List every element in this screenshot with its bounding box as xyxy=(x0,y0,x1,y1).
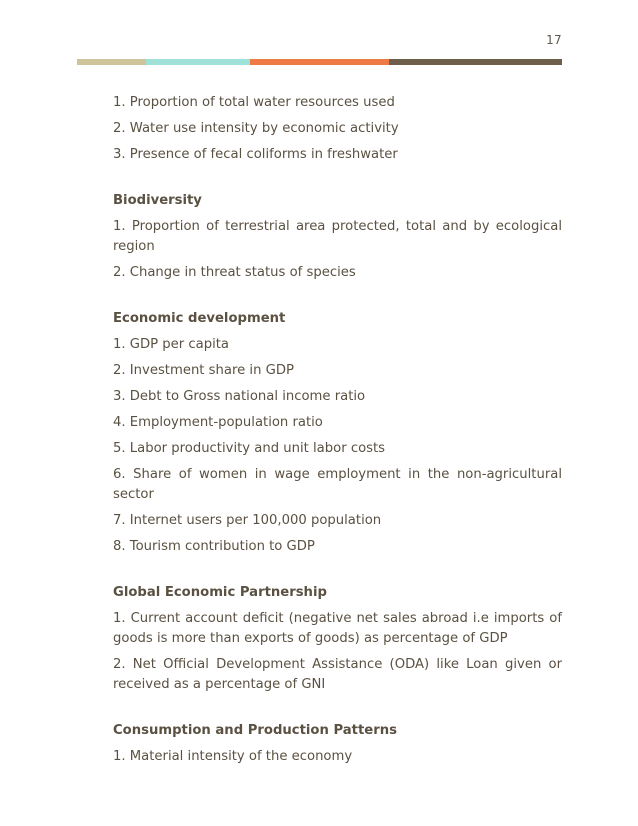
intro-list xyxy=(113,93,562,165)
list-item: 7. Internet users per 100,000 population xyxy=(113,513,382,528)
color-bar-segment-brown xyxy=(389,59,562,65)
section-economic-development xyxy=(113,309,562,557)
list-item: 2. Investment share in GDP xyxy=(113,363,294,378)
list-item: 5. Labor productivity and unit labor costs xyxy=(113,441,386,456)
section-heading: Consumption and Production Patterns xyxy=(113,723,397,738)
color-bar-segment-aqua xyxy=(146,59,250,65)
section-global-economic-partnership xyxy=(113,583,562,695)
page-number: 17 xyxy=(546,33,562,47)
list-item: 1. Proportion of total water resources used xyxy=(113,95,395,110)
list-item: 2. Change in threat status of species xyxy=(113,265,356,280)
section-biodiversity xyxy=(113,191,562,283)
list-item: 4. Employment-population ratio xyxy=(113,415,323,430)
list-item: 8. Tourism contribution to GDP xyxy=(113,539,315,554)
document-body xyxy=(113,93,562,773)
list-item: 2. Net Official Development Assistance (ODA) like Loan given or received as a percentage of GNI xyxy=(113,657,562,692)
color-bar-segment-tan xyxy=(77,59,146,65)
list-item: 3. Debt to Gross national income ratio xyxy=(113,389,366,404)
section-heading: Economic development xyxy=(113,311,286,326)
list-item: 3. Presence of fecal coliforms in freshwater xyxy=(113,147,398,162)
list-item: 6. Share of women in wage employment in the non-agricultural sector xyxy=(113,467,562,502)
section-heading: Biodiversity xyxy=(113,193,202,208)
section-heading: Global Economic Partnership xyxy=(113,585,327,600)
list-item: 1. Proportion of terrestrial area protected, total and by ecological region xyxy=(113,219,562,254)
header-color-bar xyxy=(77,59,562,65)
list-item: 1. Current account deficit (negative net sales abroad i.e imports of goods is more than exports of goods) as percentage of GDP xyxy=(113,611,562,646)
list-item: 1. GDP per capita xyxy=(113,337,230,352)
color-bar-segment-orange xyxy=(250,59,389,65)
list-item: 2. Water use intensity by economic activity xyxy=(113,121,399,136)
list-item: 1. Material intensity of the economy xyxy=(113,749,353,764)
section-consumption-production xyxy=(113,721,562,767)
